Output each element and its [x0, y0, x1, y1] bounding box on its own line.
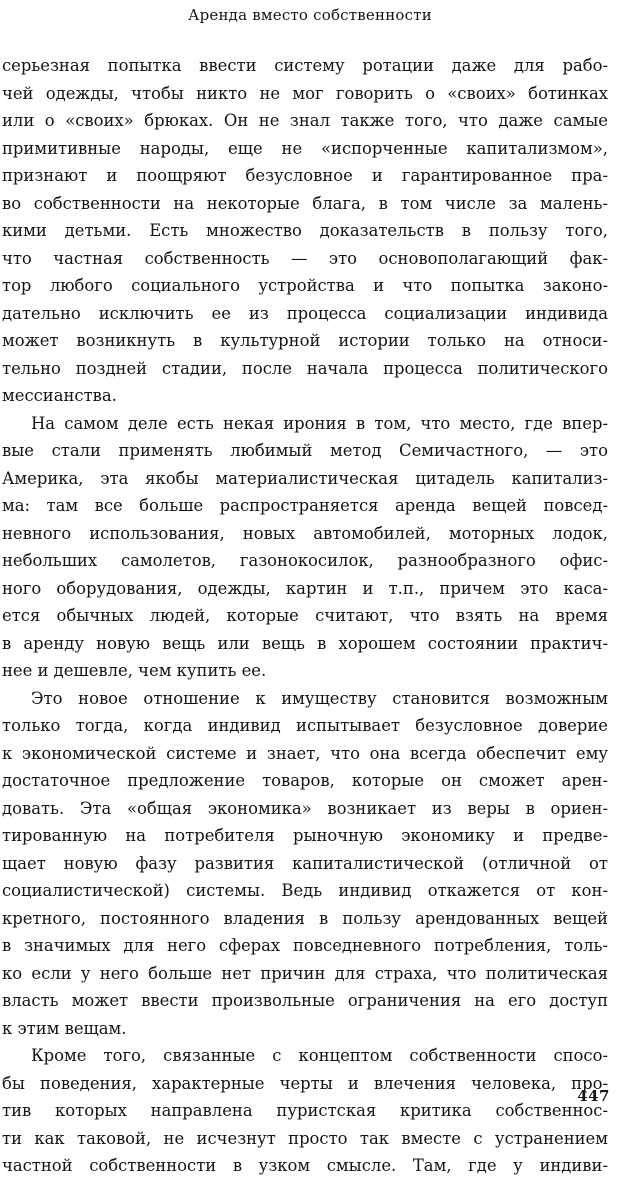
text-line: ко если у него больше нет причин для страха, что политическая: [2, 963, 608, 983]
text-line: вые стали применять любимый метод Семичастного, — это: [2, 441, 608, 460]
text-line: власть может ввести произвольные ограничения на его доступ: [2, 991, 608, 1010]
text-line: признают и поощряют безусловное и гарантированное пра-: [2, 166, 608, 185]
text-line: только тогда, когда индивид испытывает безусловное доверие: [2, 716, 608, 735]
text-line: ти как таковой, не исчезнут просто так вместе с устранением: [2, 1128, 608, 1148]
text-line: щает новую фазу развития капиталистической (отличной от: [2, 853, 608, 873]
text-line: может возникнуть в культурной истории только на относи-: [2, 331, 608, 350]
text-line: кретного, постоянного владения в пользу арендованных вещей: [2, 908, 608, 928]
text-line: ма: там все больше распространяется аренда вещей повсед-: [2, 496, 608, 515]
text-line: ного оборудования, одежды, картин и т.п., причем это каса-: [2, 578, 608, 598]
text-line: тельно поздней стадии, после начала процесса политического: [2, 358, 608, 378]
text-line: кими детьми. Есть множество доказательств в пользу того,: [2, 221, 608, 240]
text-line: к экономической системе и знает, что она всегда обеспечит ему: [2, 743, 608, 763]
page-number: 447: [577, 1087, 610, 1105]
text-line: довать. Эта «общая экономика» возникает из веры в ориен-: [2, 798, 608, 818]
text-line: достаточное предложение товаров, которые он сможет арен-: [2, 771, 608, 790]
text-line: чей одежды, чтобы никто не мог говорить о «своих» ботинках: [2, 83, 608, 103]
text-line: или о «своих» брюках. Он не знал также того, что даже самые: [2, 111, 608, 130]
text-line: небольших самолетов, газонокосилок, разнообразного офис-: [2, 551, 608, 570]
text-line: мессианства.: [2, 386, 117, 405]
text-line: к этим вещам.: [2, 1018, 127, 1038]
text-line: примитивные народы, еще не «испорченные капитализмом»,: [2, 138, 608, 158]
text-line: тив которых направлена пуристская критика собственнос-: [2, 1101, 608, 1120]
text-line: социалистической) системы. Ведь индивид откажется от кон-: [2, 881, 608, 900]
paragraph-first-line: На самом деле есть некая ирония в том, что место, где впер-: [31, 413, 608, 433]
text-line: что частная собственность — это основополагающий фак-: [2, 248, 608, 268]
text-line: частной собственности в узком смысле. Там, где у индиви-: [2, 1156, 608, 1175]
paragraph-first-line: Кроме того, связанные с концептом собственности спосо-: [31, 1046, 608, 1065]
body-text: [2, 52, 608, 1180]
text-line: в значимых для него сферах повседневного потребления, толь-: [2, 936, 608, 955]
text-line: дательно исключить ее из процесса социализации индивида: [2, 303, 608, 323]
text-line: нее и дешевле, чем купить ее.: [2, 661, 267, 680]
text-line: тор любого социального устройства и что попытка законо-: [2, 276, 608, 295]
text-line: Америка, эта якобы материалистическая цитадель капитализ-: [2, 468, 608, 488]
text-line: в аренду новую вещь или вещь в хорошем состоянии практич-: [2, 633, 608, 653]
paragraph-first-line: Это новое отношение к имуществу становится возможным: [31, 688, 608, 708]
text-line: серьезная попытка ввести систему ротации даже для рабо-: [2, 56, 608, 75]
text-line: тированную на потребителя рыночную экономику и предве-: [2, 826, 608, 845]
running-head: Аренда вместо собственности: [188, 6, 432, 24]
text-line: бы поведения, характерные черты и влечения человека, про-: [2, 1073, 608, 1093]
text-line: невного использования, новых автомобилей, моторных лодок,: [2, 523, 608, 543]
text-line: ется обычных людей, которые считают, что взять на время: [2, 606, 608, 625]
text-line: во собственности на некоторые блага, в том числе за малень-: [2, 193, 608, 213]
